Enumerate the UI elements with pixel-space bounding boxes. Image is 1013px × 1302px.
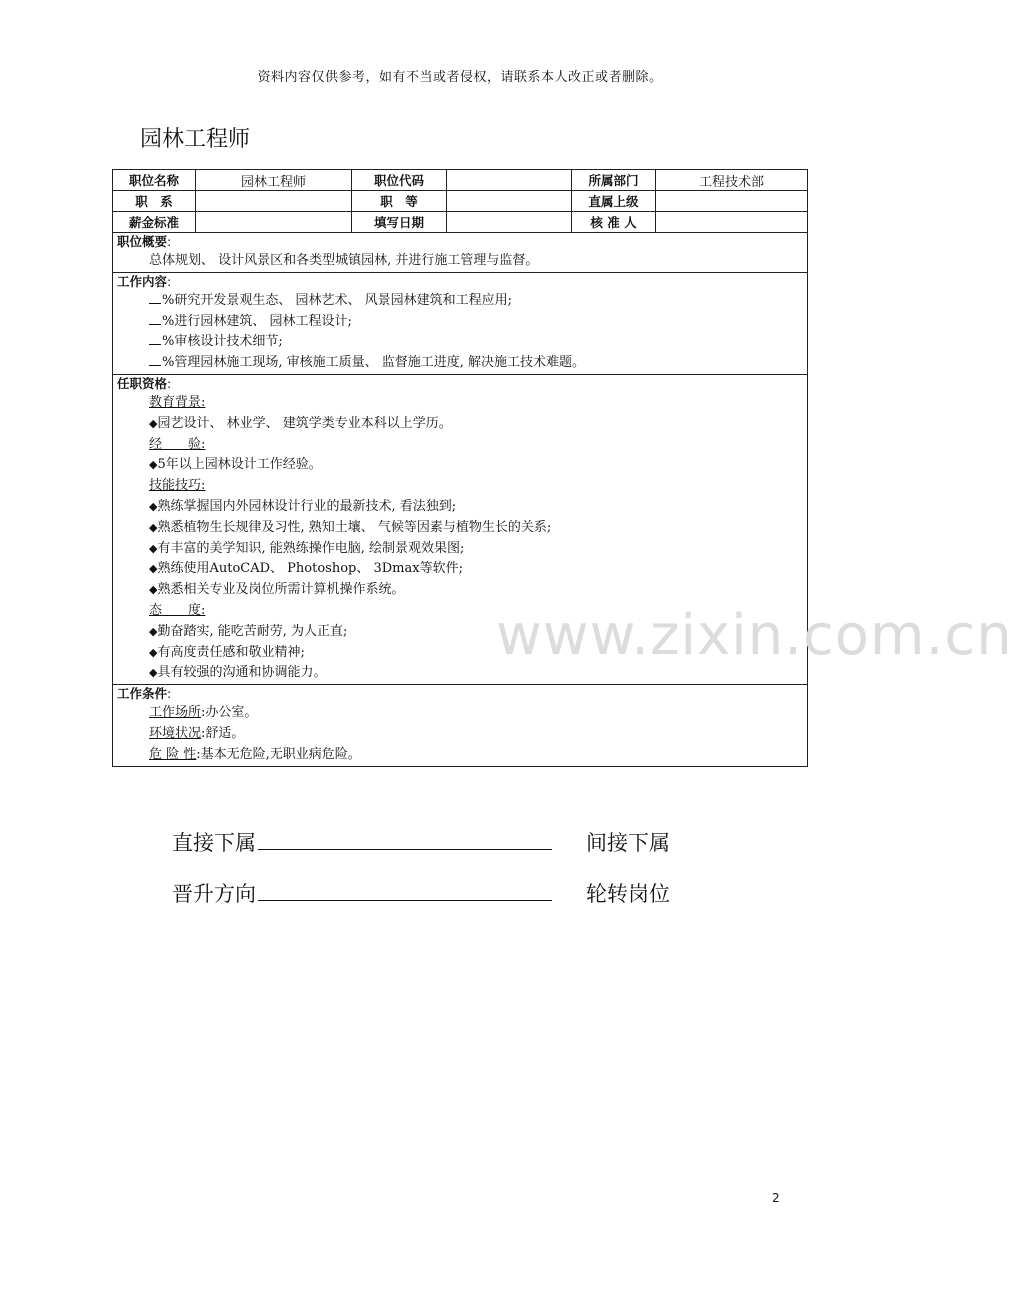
label-position-code: 职位代码: [352, 170, 447, 191]
label-job-family: 职 系: [113, 191, 196, 212]
diamond-bullet-icon: ◆: [149, 624, 158, 638]
promotion-blank: [258, 882, 552, 901]
diamond-bullet-icon: ◆: [149, 499, 158, 513]
duties-row: [113, 272, 808, 374]
direct-reports-label: 直接下属: [172, 831, 256, 855]
education-heading: 教育背景:: [149, 394, 206, 410]
overview-heading: 职位概要:: [117, 234, 172, 249]
overview-row: [113, 233, 808, 273]
conditions-row: [113, 685, 808, 766]
skill-item: ◆熟悉植物生长规律及习性, 熟知土壤、 气候等因素与植物生长的关系;: [149, 519, 552, 535]
experience-item: ◆5年以上园林设计工作经验。: [149, 457, 322, 473]
diamond-bullet-icon: ◆: [149, 458, 158, 472]
footer-row-career: [172, 878, 670, 908]
direct-reports-blank: [258, 831, 552, 850]
value-job-family: [196, 191, 352, 212]
attitude-item: ◆具有较强的沟通和协调能力。: [149, 665, 327, 681]
conditions-heading: 工作条件:: [117, 686, 172, 702]
watermark: www.zixin.com.cn: [496, 603, 1013, 668]
label-position-name: 职位名称: [113, 170, 196, 191]
experience-heading: 经 验:: [149, 436, 206, 452]
label-fill-date: 填写日期: [352, 212, 447, 233]
promotion-label: 晋升方向: [172, 882, 256, 906]
education-item: ◆园艺设计、 林业学、 建筑学类专业本科以上学历。: [149, 415, 452, 431]
duties-section: [113, 272, 808, 374]
qualifications-heading: 任职资格:: [117, 375, 172, 391]
page-number: 2: [772, 1191, 780, 1205]
job-description-table: [112, 169, 808, 767]
skill-item: ◆熟练使用AutoCAD、 Photoshop、 3Dmax等软件;: [149, 561, 463, 577]
value-department: 工程技术部: [656, 170, 808, 191]
condition-hazard: 危 险 性:基本无危险,无职业病危险。: [149, 746, 361, 762]
attitude-item: ◆有高度责任感和敬业精神;: [149, 644, 305, 660]
value-direct-supervisor: [656, 191, 808, 212]
condition-workplace: 工作场所:办公室。: [149, 705, 258, 721]
conditions-section: [113, 685, 808, 766]
duty-item: %审核设计技术细节;: [117, 332, 803, 353]
overview-text: 总体规划、 设计风景区和各类型城镇园林, 并进行施工管理与监督。: [149, 253, 539, 268]
condition-environment: 环境状况:舒适。: [149, 725, 245, 741]
overview-section: [113, 233, 808, 273]
diamond-bullet-icon: ◆: [149, 583, 158, 597]
value-approver: [656, 212, 808, 233]
footer-row-reports: [172, 827, 670, 857]
value-job-grade: [447, 191, 572, 212]
value-position-name: 园林工程师: [196, 170, 352, 191]
diamond-bullet-icon: ◆: [149, 562, 158, 576]
label-department: 所属部门: [572, 170, 656, 191]
header-note: 资料内容仅供参考，如有不当或者侵权，请联系本人改正或者删除。: [257, 70, 663, 85]
info-row-1: [113, 170, 808, 191]
value-fill-date: [447, 212, 572, 233]
skills-heading: 技能技巧:: [149, 478, 206, 494]
value-salary-standard: [196, 212, 352, 233]
diamond-bullet-icon: ◆: [149, 416, 158, 430]
rotation-label: 轮转岗位: [586, 882, 670, 906]
duty-item: %研究开发景观生态、 园林艺术、 风景园林建筑和工程应用;: [117, 291, 803, 312]
duty-item: %进行园林建筑、 园林工程设计;: [117, 312, 803, 333]
diamond-bullet-icon: ◆: [149, 541, 158, 555]
label-direct-supervisor: 直属上级: [572, 191, 656, 212]
info-row-2: [113, 191, 808, 212]
indirect-reports-label: 间接下属: [586, 831, 670, 855]
value-position-code: [447, 170, 572, 191]
skill-item: ◆熟练掌握国内外园林设计行业的最新技术, 看法独到;: [149, 498, 457, 514]
duty-item: %管理园林施工现场, 审核施工质量、 监督施工进度, 解决施工技术难题。: [117, 353, 803, 374]
attitude-heading: 态 度:: [149, 602, 206, 618]
attitude-item: ◆勤奋踏实, 能吃苦耐劳, 为人正直;: [149, 623, 348, 639]
skill-item: ◆熟悉相关专业及岗位所需计算机操作系统。: [149, 582, 405, 598]
label-approver: 核 准 人: [572, 212, 656, 233]
document-title: 园林工程师: [140, 127, 251, 152]
skill-item: ◆有丰富的美学知识, 能熟练操作电脑, 绘制景观效果图;: [149, 540, 465, 556]
label-salary-standard: 薪金标准: [113, 212, 196, 233]
diamond-bullet-icon: ◆: [149, 520, 158, 534]
label-job-grade: 职 等: [352, 191, 447, 212]
diamond-bullet-icon: ◆: [149, 666, 158, 680]
info-row-3: [113, 212, 808, 233]
duties-heading: 工作内容:: [117, 273, 172, 289]
diamond-bullet-icon: ◆: [149, 645, 158, 659]
